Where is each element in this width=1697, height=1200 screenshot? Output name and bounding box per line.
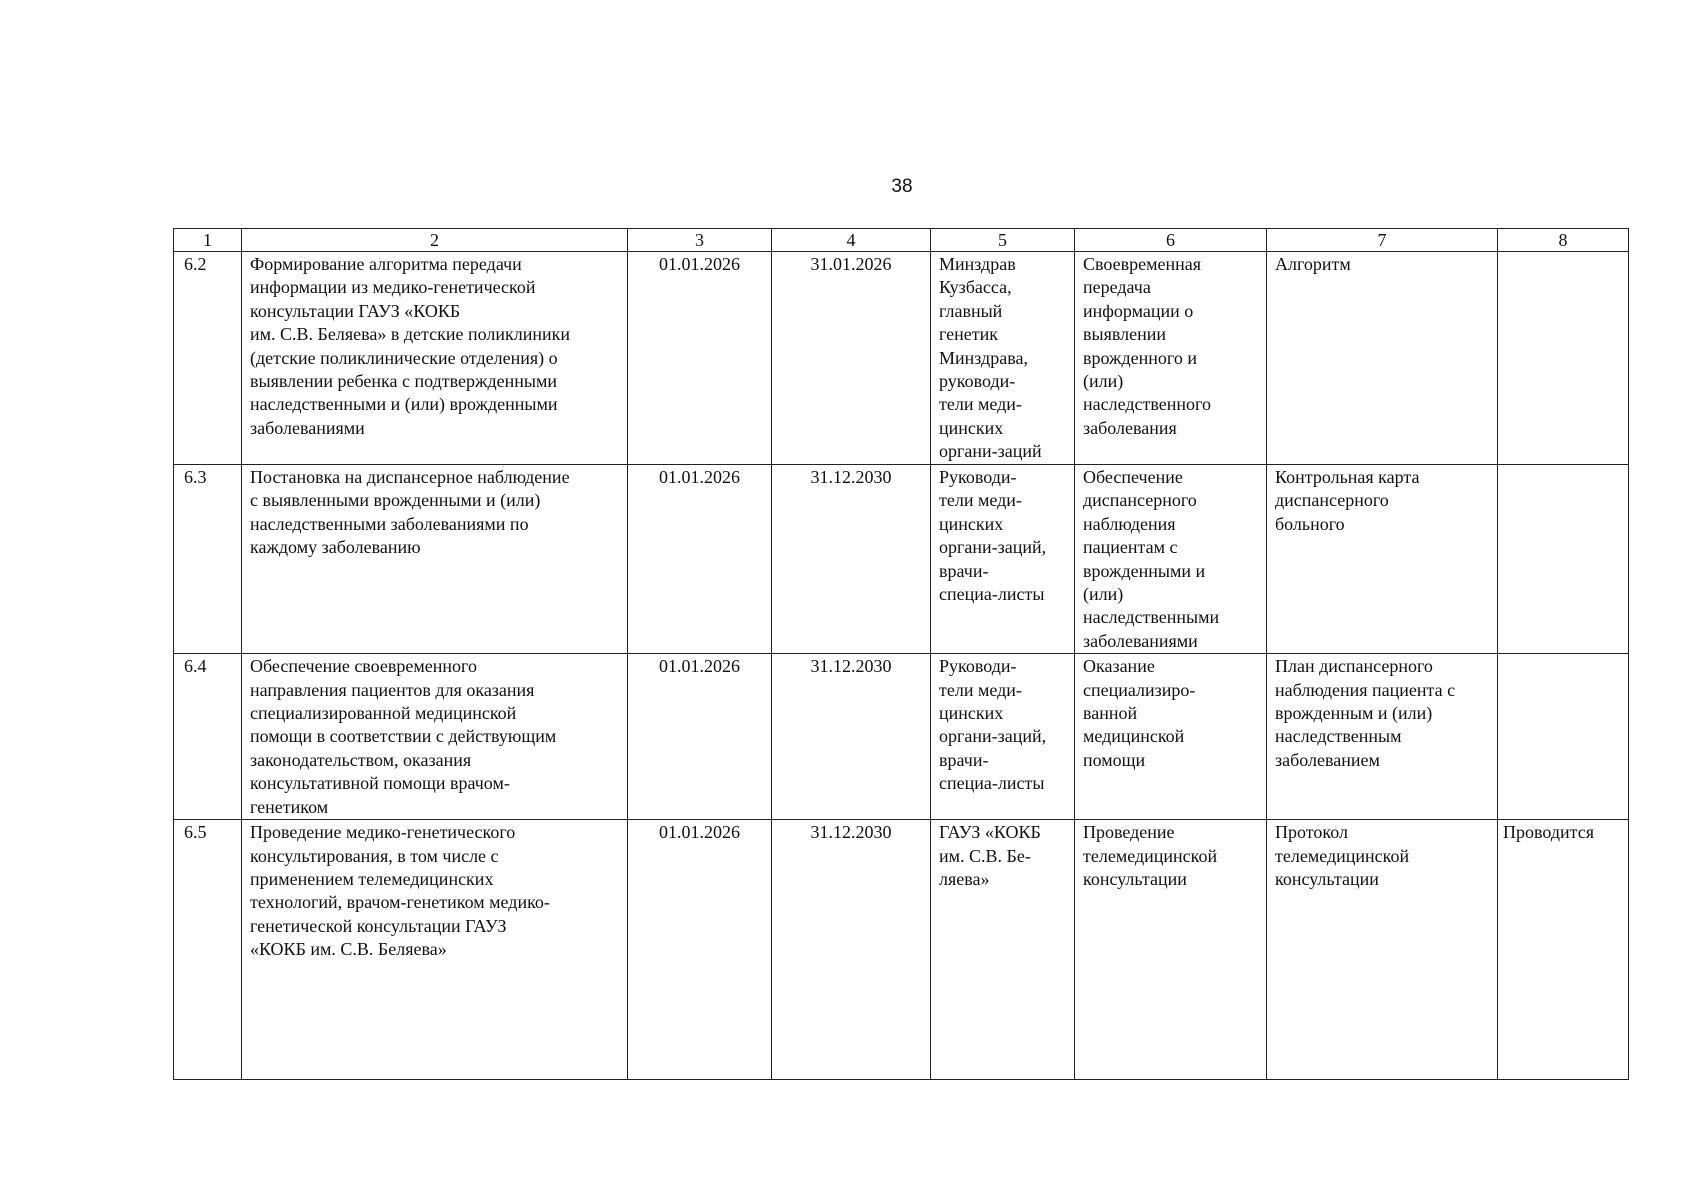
text-line: информации о [1083,300,1194,321]
text-line: врачи- [939,560,989,581]
text-line: заболеваниями [1083,630,1198,651]
row-number: 6.2 [174,252,242,465]
column-header: 1 [174,229,242,252]
text-line: наблюдения пациента с [1275,679,1456,700]
text-line: Минздрав [939,254,1016,274]
row-status: Проводится [1498,820,1629,1080]
text-line: Своевременная [1083,254,1201,274]
text-line: консультации [1275,869,1379,890]
column-header: 8 [1498,229,1629,252]
row-responsible [931,252,1075,465]
text-line: органи-заций [939,441,1042,462]
text-line: Кузбасса, [939,277,1012,298]
row-document [1267,654,1498,820]
text-line: специа-листы [939,773,1045,794]
table-row [174,465,1629,654]
text-line: органи-заций, [939,726,1047,747]
row-result [1075,654,1267,820]
text-line: цинских [939,417,1004,438]
text-line: наследственного [1083,394,1211,415]
text-line: врожденными и [1083,560,1206,581]
text-line: руководи- [939,371,1016,392]
end-date: 31.12.2030 [772,465,931,654]
text-line: генетической консультации ГАУЗ [250,915,507,936]
row-document [1267,820,1498,1080]
row-responsible [931,465,1075,654]
text-line: Протокол [1275,822,1348,843]
text-line: ляева» [939,869,990,890]
text-line: цинских [939,513,1004,534]
text-line: Обеспечение [1083,467,1183,487]
text-line: (или) [1083,371,1124,392]
text-line: заболеванием [1275,749,1380,770]
text-line: главный [939,300,1003,321]
text-line: генетиком [250,796,329,817]
table-row [174,252,1629,465]
row-status [1498,252,1629,465]
row-description [242,252,628,465]
text-line: Обеспечение своевременного [250,656,477,677]
text-line: Минздрава, [939,347,1028,368]
text-line: Постановка на диспансерное наблюдение [250,467,570,487]
text-line: «КОКБ им. С.В. Беляева» [250,939,447,960]
column-header: 5 [931,229,1075,252]
start-date: 01.01.2026 [628,820,772,1080]
text-line: тели меди- [939,679,1022,700]
end-date: 31.12.2030 [772,654,931,820]
start-date: 01.01.2026 [628,252,772,465]
row-number: 6.5 [174,820,242,1080]
column-header: 4 [772,229,931,252]
text-line: специализированной медицинской [250,703,517,724]
text-line: Алгоритм [1275,254,1351,274]
page-number: 38 [891,176,913,197]
row-number: 6.4 [174,654,242,820]
text-line: Контрольная карта [1275,467,1420,487]
text-line: Руководи- [939,467,1017,487]
text-line: тели меди- [939,490,1022,511]
text-line: им. С.В. Бе- [939,845,1031,866]
end-date: 31.01.2026 [772,252,931,465]
start-date: 01.01.2026 [628,654,772,820]
text-line: пациентам с [1083,537,1178,558]
text-line: Формирование алгоритма передачи [250,254,522,274]
row-description [242,820,628,1080]
text-line: цинских [939,703,1004,724]
text-line: (или) [1083,584,1124,605]
text-line: консультации ГАУЗ «КОКБ [250,300,461,321]
text-line: консультативной помощи врачом- [250,773,510,794]
text-line: Руководи- [939,656,1017,677]
text-line: наблюдения [1083,513,1176,534]
text-line: ванной [1083,703,1138,724]
text-line: телемедицинской [1275,845,1410,866]
column-header: 2 [242,229,628,252]
text-line: специа-листы [939,584,1045,605]
text-line: врожденного и [1083,347,1197,368]
text-line: ГАУЗ «КОКБ [939,822,1041,843]
row-document [1267,252,1498,465]
start-date: 01.01.2026 [628,465,772,654]
text-line: органи-заций, [939,537,1047,558]
text-line: диспансерного [1083,490,1197,511]
row-number: 6.3 [174,465,242,654]
row-document [1267,465,1498,654]
text-line: каждому заболеванию [250,537,421,558]
row-result [1075,465,1267,654]
text-line: врачи- [939,749,989,770]
text-line: Проведение медико-генетического [250,822,516,843]
text-line: законодательством, оказания [250,749,472,770]
text-line: с выявленными врожденными и (или) [250,490,541,511]
text-line: диспансерного [1275,490,1389,511]
text-line: применением телемедицинских [250,869,494,890]
row-description [242,654,628,820]
text-line: помощи в соответствии с действующим [250,726,557,747]
text-line: информации из медико-генетической [250,277,536,298]
text-line: направления пациентов для оказания [250,679,535,700]
table-row [174,654,1629,820]
text-line: наследственными заболеваниями по [250,513,529,534]
row-responsible [931,820,1075,1080]
column-header: 7 [1267,229,1498,252]
text-line: больного [1275,513,1345,534]
plan-table [173,228,1629,1080]
text-line: специализиро- [1083,679,1196,700]
column-header: 3 [628,229,772,252]
column-header: 6 [1075,229,1267,252]
text-line: врожденным и (или) [1275,703,1433,724]
row-result [1075,252,1267,465]
row-status [1498,465,1629,654]
text-line: телемедицинской [1083,845,1218,866]
text-line: заболеваниями [250,417,365,438]
text-line: заболевания [1083,417,1177,438]
text-line: помощи [1083,749,1146,770]
text-line: генетик [939,324,999,345]
text-line: медицинской [1083,726,1185,747]
text-line: передача [1083,277,1151,298]
text-line: наследственными [1083,607,1220,628]
table-header-row [174,229,1629,252]
text-line: Оказание [1083,656,1155,677]
text-line: технологий, врачом-генетиком медико- [250,892,550,913]
text-line: тели меди- [939,394,1022,415]
text-line: выявлении [1083,324,1167,345]
text-line: выявлении ребенка с подтвержденными [250,371,557,392]
table-row [174,820,1629,1080]
row-status [1498,654,1629,820]
text-line: наследственными и (или) врожденными [250,394,558,415]
text-line: (детские поликлинические отделения) о [250,347,558,368]
text-line: План диспансерного [1275,656,1433,677]
row-description [242,465,628,654]
text-line: консультации [1083,869,1187,890]
row-responsible [931,654,1075,820]
row-result [1075,820,1267,1080]
end-date: 31.12.2030 [772,820,931,1080]
text-line: Проведение [1083,822,1175,843]
text-line: консультирования, в том числе с [250,845,499,866]
text-line: наследственным [1275,726,1402,747]
text-line: им. С.В. Беляева» в детские поликлиники [250,324,570,345]
